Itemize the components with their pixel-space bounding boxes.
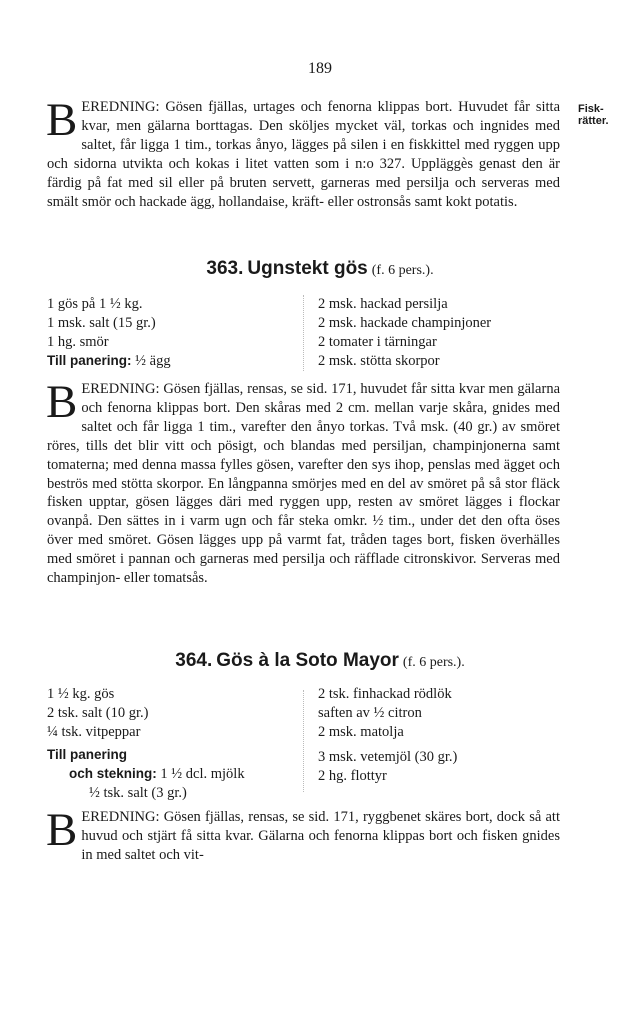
recipe-number: 363. <box>206 258 244 279</box>
paragraph-lead: EREDNING <box>81 381 156 397</box>
recipe-364-method <box>46 804 560 865</box>
column-divider <box>303 295 304 371</box>
panering-label: Till panering: <box>47 352 132 368</box>
recipe-title: Gös à la Soto Mayor <box>216 650 399 671</box>
ingredient: 1 ½ kg. gös <box>47 686 115 702</box>
panering-value: ½ ägg <box>135 352 171 369</box>
ingredient: ½ tsk. salt (3 gr.) <box>89 784 187 801</box>
recipe-servings: (f. 6 pers.). <box>402 655 465 670</box>
recipe-363-ingredients-right <box>318 295 568 371</box>
ingredient: 2 tsk. salt (10 gr.) <box>47 704 149 721</box>
paragraph-lead: EREDNING <box>81 99 156 115</box>
ingredient: 1 hg. smör <box>47 333 109 350</box>
paragraph-text: : Gösen fjällas, urtages och fenorna klippas bort. Huvudet får sitta kvar, men gälarna borttagas. Den sköljes mycket väl, torkas och ingnides med saltet, får ligga 1 tim., torkas ånyo, lägges på silen i en fiskkittel med ryggen upp och sidorna utvikta och kokas i litet vatten som i n:o 327. Uppläggès genast den är färdig på fat med sil eller på bruten servett, garneras med persilja och serveras med smält smör och hackade ägg, hollandaise, kräft- eller ostronsås samt kokt potatis. <box>47 99 560 210</box>
stekning-line <box>47 765 297 784</box>
recipe-title: Ugnstekt gös <box>247 258 368 279</box>
stekning-label: och stekning: <box>69 765 157 781</box>
ingredient: 1 gös på 1 ½ kg. <box>47 296 143 312</box>
ingredient: saften av ½ citron <box>318 704 422 721</box>
intro-paragraph <box>46 94 560 211</box>
margin-note <box>578 103 640 127</box>
ingredient: 2 msk. hackad persilja <box>318 296 448 312</box>
ingredient: 1 msk. salt (15 gr.) <box>47 314 156 331</box>
drop-cap: B <box>46 804 78 856</box>
ingredient: 2 msk. stötta skorpor <box>318 352 440 369</box>
ingredient: 2 msk. hackade champinjoner <box>318 314 492 331</box>
ingredient: 2 hg. flottyr <box>318 767 387 784</box>
stekning-value: 1 ½ dcl. mjölk <box>160 765 245 782</box>
recipe-number: 364. <box>175 650 213 671</box>
paragraph-lead: EREDNING <box>81 809 156 825</box>
ingredient: 2 tsk. finhackad rödlök <box>318 686 452 702</box>
ingredient: ¼ tsk. vitpeppar <box>47 723 141 740</box>
ingredient: 3 msk. vetemjöl (30 gr.) <box>318 748 458 765</box>
recipe-364-ingredients-left <box>47 685 297 802</box>
drop-cap: B <box>46 94 78 146</box>
paragraph-text: : Gösen fjällas, rensas, se sid. 171, huvudet får sitta kvar men gälarna och fenorna klippas bort. Den skåras med 2 cm. mellan varje skåra, gnides med saltet och får ligga 1 tim., varefter den ånyo torkas. Två msk. (40 gr.) av smöret röres, tills det blir vitt och pösigt, och blandas med persiljan, champinjonerna samt tomaterna; med denna massa fylles gösen, varefter den sys ihop, penslas med ägget och beströs med stötta skorpor. En långpanna smörjes med en del av smöret på så stor fläck fisken upptar, gösen lägges däri med ryggen upp, resten av smöret lägges i flockar ovanpå. Den sättes in i varm ugn och får steka omkr. ½ tim., under det den ofta öses över med smöret. Gösen lägges upp på varmt fat, tråden tages bort, fisken överhälles med smöret i pannan och garneras med persilja och räfflade citronskivor. Serveras med champinjon- eller tomatsås. <box>47 381 560 587</box>
ingredient: 2 msk. matolja <box>318 723 404 740</box>
recipe-363-method <box>46 376 560 588</box>
panering-label: Till panering <box>47 746 128 762</box>
paragraph-text: : Gösen fjällas, rensas, se sid. 171, ryggbenet skäres bort, dock så att huvud och stjärt få sitta kvar. Gälarna och fenorna klippas bort och fisken gnides in med saltet och vit- <box>81 809 560 863</box>
recipe-servings: (f. 6 pers.). <box>371 263 434 278</box>
page-number: 189 <box>308 60 332 77</box>
ingredient: 2 tomater i tärningar <box>318 333 437 350</box>
drop-cap: B <box>46 376 78 428</box>
margin-note-line: rätter. <box>578 115 609 127</box>
recipe-364-ingredients-right <box>318 685 568 786</box>
margin-note-line: Fisk- <box>578 103 604 115</box>
recipe-364-heading <box>0 650 640 672</box>
panering-line <box>47 352 297 371</box>
column-divider <box>303 690 304 792</box>
recipe-363-heading <box>0 258 640 280</box>
recipe-363-ingredients-left <box>47 295 297 371</box>
